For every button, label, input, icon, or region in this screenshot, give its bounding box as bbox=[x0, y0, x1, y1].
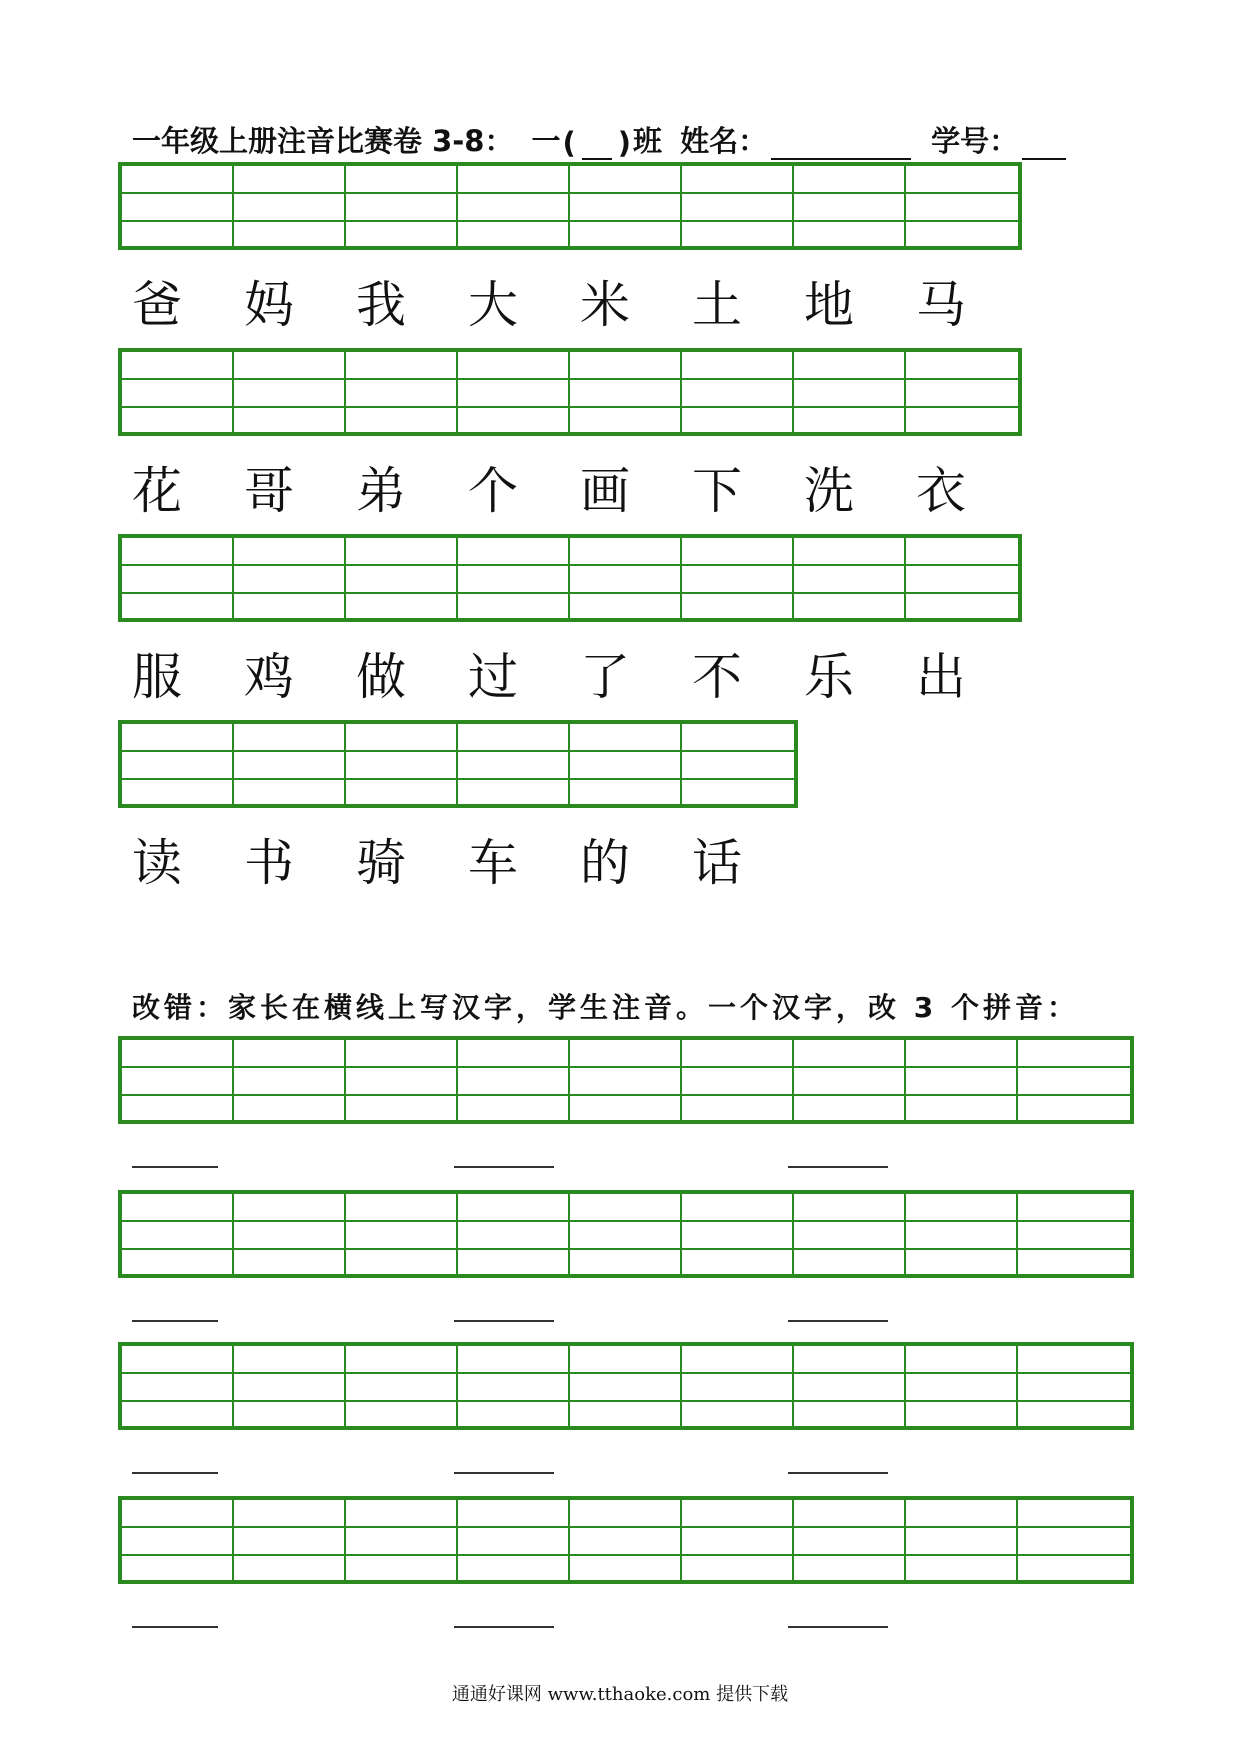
class-label: 班 bbox=[633, 124, 663, 158]
hanzi-blank[interactable] bbox=[454, 1626, 554, 1628]
character: 花 bbox=[132, 462, 182, 520]
hanzi-blank[interactable] bbox=[454, 1320, 554, 1322]
character: 鸡 bbox=[244, 648, 294, 706]
character: 骑 bbox=[356, 834, 406, 892]
hanzi-blank[interactable] bbox=[454, 1472, 554, 1474]
character: 做 bbox=[356, 648, 406, 706]
character: 米 bbox=[580, 276, 630, 334]
hanzi-blank[interactable] bbox=[454, 1166, 554, 1168]
correction-grid-4[interactable] bbox=[118, 1496, 1134, 1584]
footer-credit: 通通好课网 www.tthaoke.com 提供下载 bbox=[451, 1684, 789, 1705]
character: 了 bbox=[580, 648, 630, 706]
character: 乐 bbox=[804, 648, 854, 706]
correction-instructions: 改错：家长在横线上写汉字，学生注音。一个汉字，改 3 个拼音： bbox=[132, 991, 1079, 1024]
character: 服 bbox=[132, 648, 182, 706]
hanzi-blank[interactable] bbox=[132, 1626, 218, 1628]
character: 出 bbox=[916, 648, 966, 706]
class-number-blank[interactable] bbox=[582, 128, 612, 160]
paren-open: ( bbox=[562, 126, 576, 160]
character: 衣 bbox=[916, 462, 966, 520]
pinyin-grid-row-3[interactable] bbox=[118, 534, 1022, 622]
paren-close: ) bbox=[617, 126, 632, 160]
character: 书 bbox=[244, 834, 294, 892]
character: 洗 bbox=[804, 462, 854, 520]
character: 哥 bbox=[244, 462, 294, 520]
hanzi-blank[interactable] bbox=[132, 1472, 218, 1474]
character: 下 bbox=[692, 462, 742, 520]
character: 马 bbox=[916, 276, 966, 334]
id-label: 学号： bbox=[931, 124, 1019, 158]
character: 读 bbox=[132, 834, 182, 892]
name-label: 姓名： bbox=[680, 124, 768, 158]
hanzi-blanks-4 bbox=[132, 1618, 1032, 1638]
hanzi-blank[interactable] bbox=[132, 1166, 218, 1168]
character: 过 bbox=[468, 648, 518, 706]
hanzi-blank[interactable] bbox=[788, 1472, 888, 1474]
character-row-4 bbox=[132, 826, 804, 892]
worksheet-title: 一年级上册注音比赛卷 3-8： bbox=[132, 124, 514, 158]
character: 土 bbox=[692, 276, 742, 334]
hanzi-blank[interactable] bbox=[788, 1166, 888, 1168]
character: 个 bbox=[468, 462, 518, 520]
character: 爸 bbox=[132, 276, 182, 334]
character: 地 bbox=[804, 276, 854, 334]
pinyin-grid-row-1[interactable] bbox=[118, 162, 1022, 250]
character-row-2 bbox=[132, 454, 1028, 520]
character-row-3 bbox=[132, 640, 1028, 706]
pinyin-grid-row-4[interactable] bbox=[118, 720, 798, 808]
character: 的 bbox=[580, 834, 630, 892]
character-row-1 bbox=[132, 268, 1028, 334]
hanzi-blank[interactable] bbox=[788, 1320, 888, 1322]
character: 车 bbox=[468, 834, 518, 892]
character: 妈 bbox=[244, 276, 294, 334]
hanzi-blank[interactable] bbox=[132, 1320, 218, 1322]
character: 话 bbox=[692, 834, 742, 892]
id-blank[interactable] bbox=[1022, 128, 1066, 160]
correction-grid-2[interactable] bbox=[118, 1190, 1134, 1278]
name-blank[interactable] bbox=[771, 128, 911, 160]
character: 我 bbox=[356, 276, 406, 334]
worksheet-header bbox=[132, 110, 1132, 160]
hanzi-blanks-3 bbox=[132, 1464, 1032, 1484]
character: 不 bbox=[692, 648, 742, 706]
character: 画 bbox=[580, 462, 630, 520]
class-prefix: 一 bbox=[531, 124, 561, 158]
hanzi-blank[interactable] bbox=[788, 1626, 888, 1628]
pinyin-grid-row-2[interactable] bbox=[118, 348, 1022, 436]
correction-grid-1[interactable] bbox=[118, 1036, 1134, 1124]
correction-grid-3[interactable] bbox=[118, 1342, 1134, 1430]
character: 弟 bbox=[356, 462, 406, 520]
character: 大 bbox=[468, 276, 518, 334]
hanzi-blanks-2 bbox=[132, 1312, 1032, 1332]
hanzi-blanks-1 bbox=[132, 1158, 1032, 1178]
